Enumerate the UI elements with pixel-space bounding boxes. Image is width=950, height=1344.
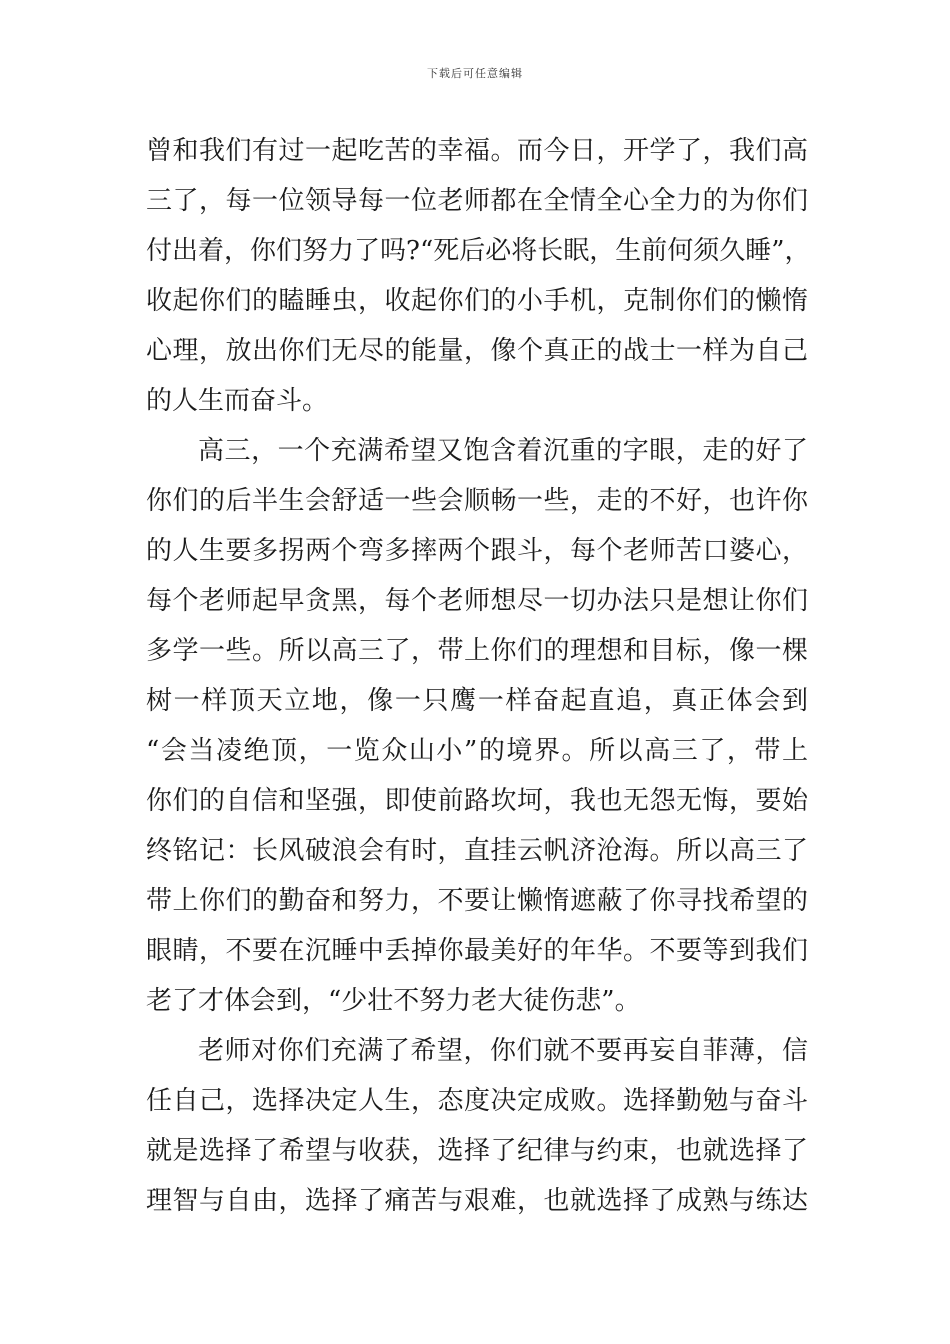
text-line: 付出着，你们努力了吗?“死后必将长眠，生前何须久睡”， [146,236,811,266]
text-line: 收起你们的瞌睡虫，收起你们的小手机，克制你们的懒惰 [146,286,808,316]
text-line: 的人生而奋斗。 [146,386,329,416]
text-line: 树一样顶天立地，像一只鹰一样奋起直追，真正体会到 [146,686,808,716]
text-line: 任自己，选择决定人生，态度决定成败。选择勤勉与奋斗 [146,1086,808,1116]
text-line: 的人生要多拐两个弯多摔两个跟斗，每个老师苦口婆心， [146,536,808,566]
text-line: 眼睛，不要在沉睡中丢掉你最美好的年华。不要等到我们 [146,936,808,966]
text-line: “会当凌绝顶，一览众山小”的境界。所以高三了，带上 [146,736,808,766]
text-line: 三了，每一位领导每一位老师都在全情全心全力的为你们 [146,186,808,216]
text-line: 心理，放出你们无尽的能量，像个真正的战士一样为自己 [146,336,808,366]
text-line: 理智与自由，选择了痛苦与艰难，也就选择了成熟与练达 [146,1186,808,1216]
text-line: 曾和我们有过一起吃苦的幸福。而今日，开学了，我们高 [146,136,808,166]
text-line: 带上你们的勤奋和努力，不要让懒惰遮蔽了你寻找希望的 [146,886,808,916]
document-body [146,126,811,1226]
text-line: 多学一些。所以高三了，带上你们的理想和目标，像一棵 [146,636,808,666]
text-line: 每个老师起早贪黑，每个老师想尽一切办法只是想让你们 [146,586,808,616]
text-line: 你们的自信和坚强，即使前路坎坷，我也无怨无悔，要始 [146,786,808,816]
text-line: 你们的后半生会舒适一些会顺畅一些，走的不好，也许你 [146,486,808,516]
text-line: 老师对你们充满了希望，你们就不要再妄自菲薄，信 [198,1036,808,1066]
text-line: 高三，一个充满希望又饱含着沉重的字眼，走的好了 [198,436,808,466]
text-line: 老了才体会到，“少壮不努力老大徒伤悲”。 [146,986,641,1016]
page-header: 下载后可任意编辑 [427,67,523,80]
text-line: 就是选择了希望与收获，选择了纪律与约束，也就选择了 [146,1136,808,1166]
text-line: 终铭记：长风破浪会有时，直挂云帆济沧海。所以高三了 [146,836,808,866]
